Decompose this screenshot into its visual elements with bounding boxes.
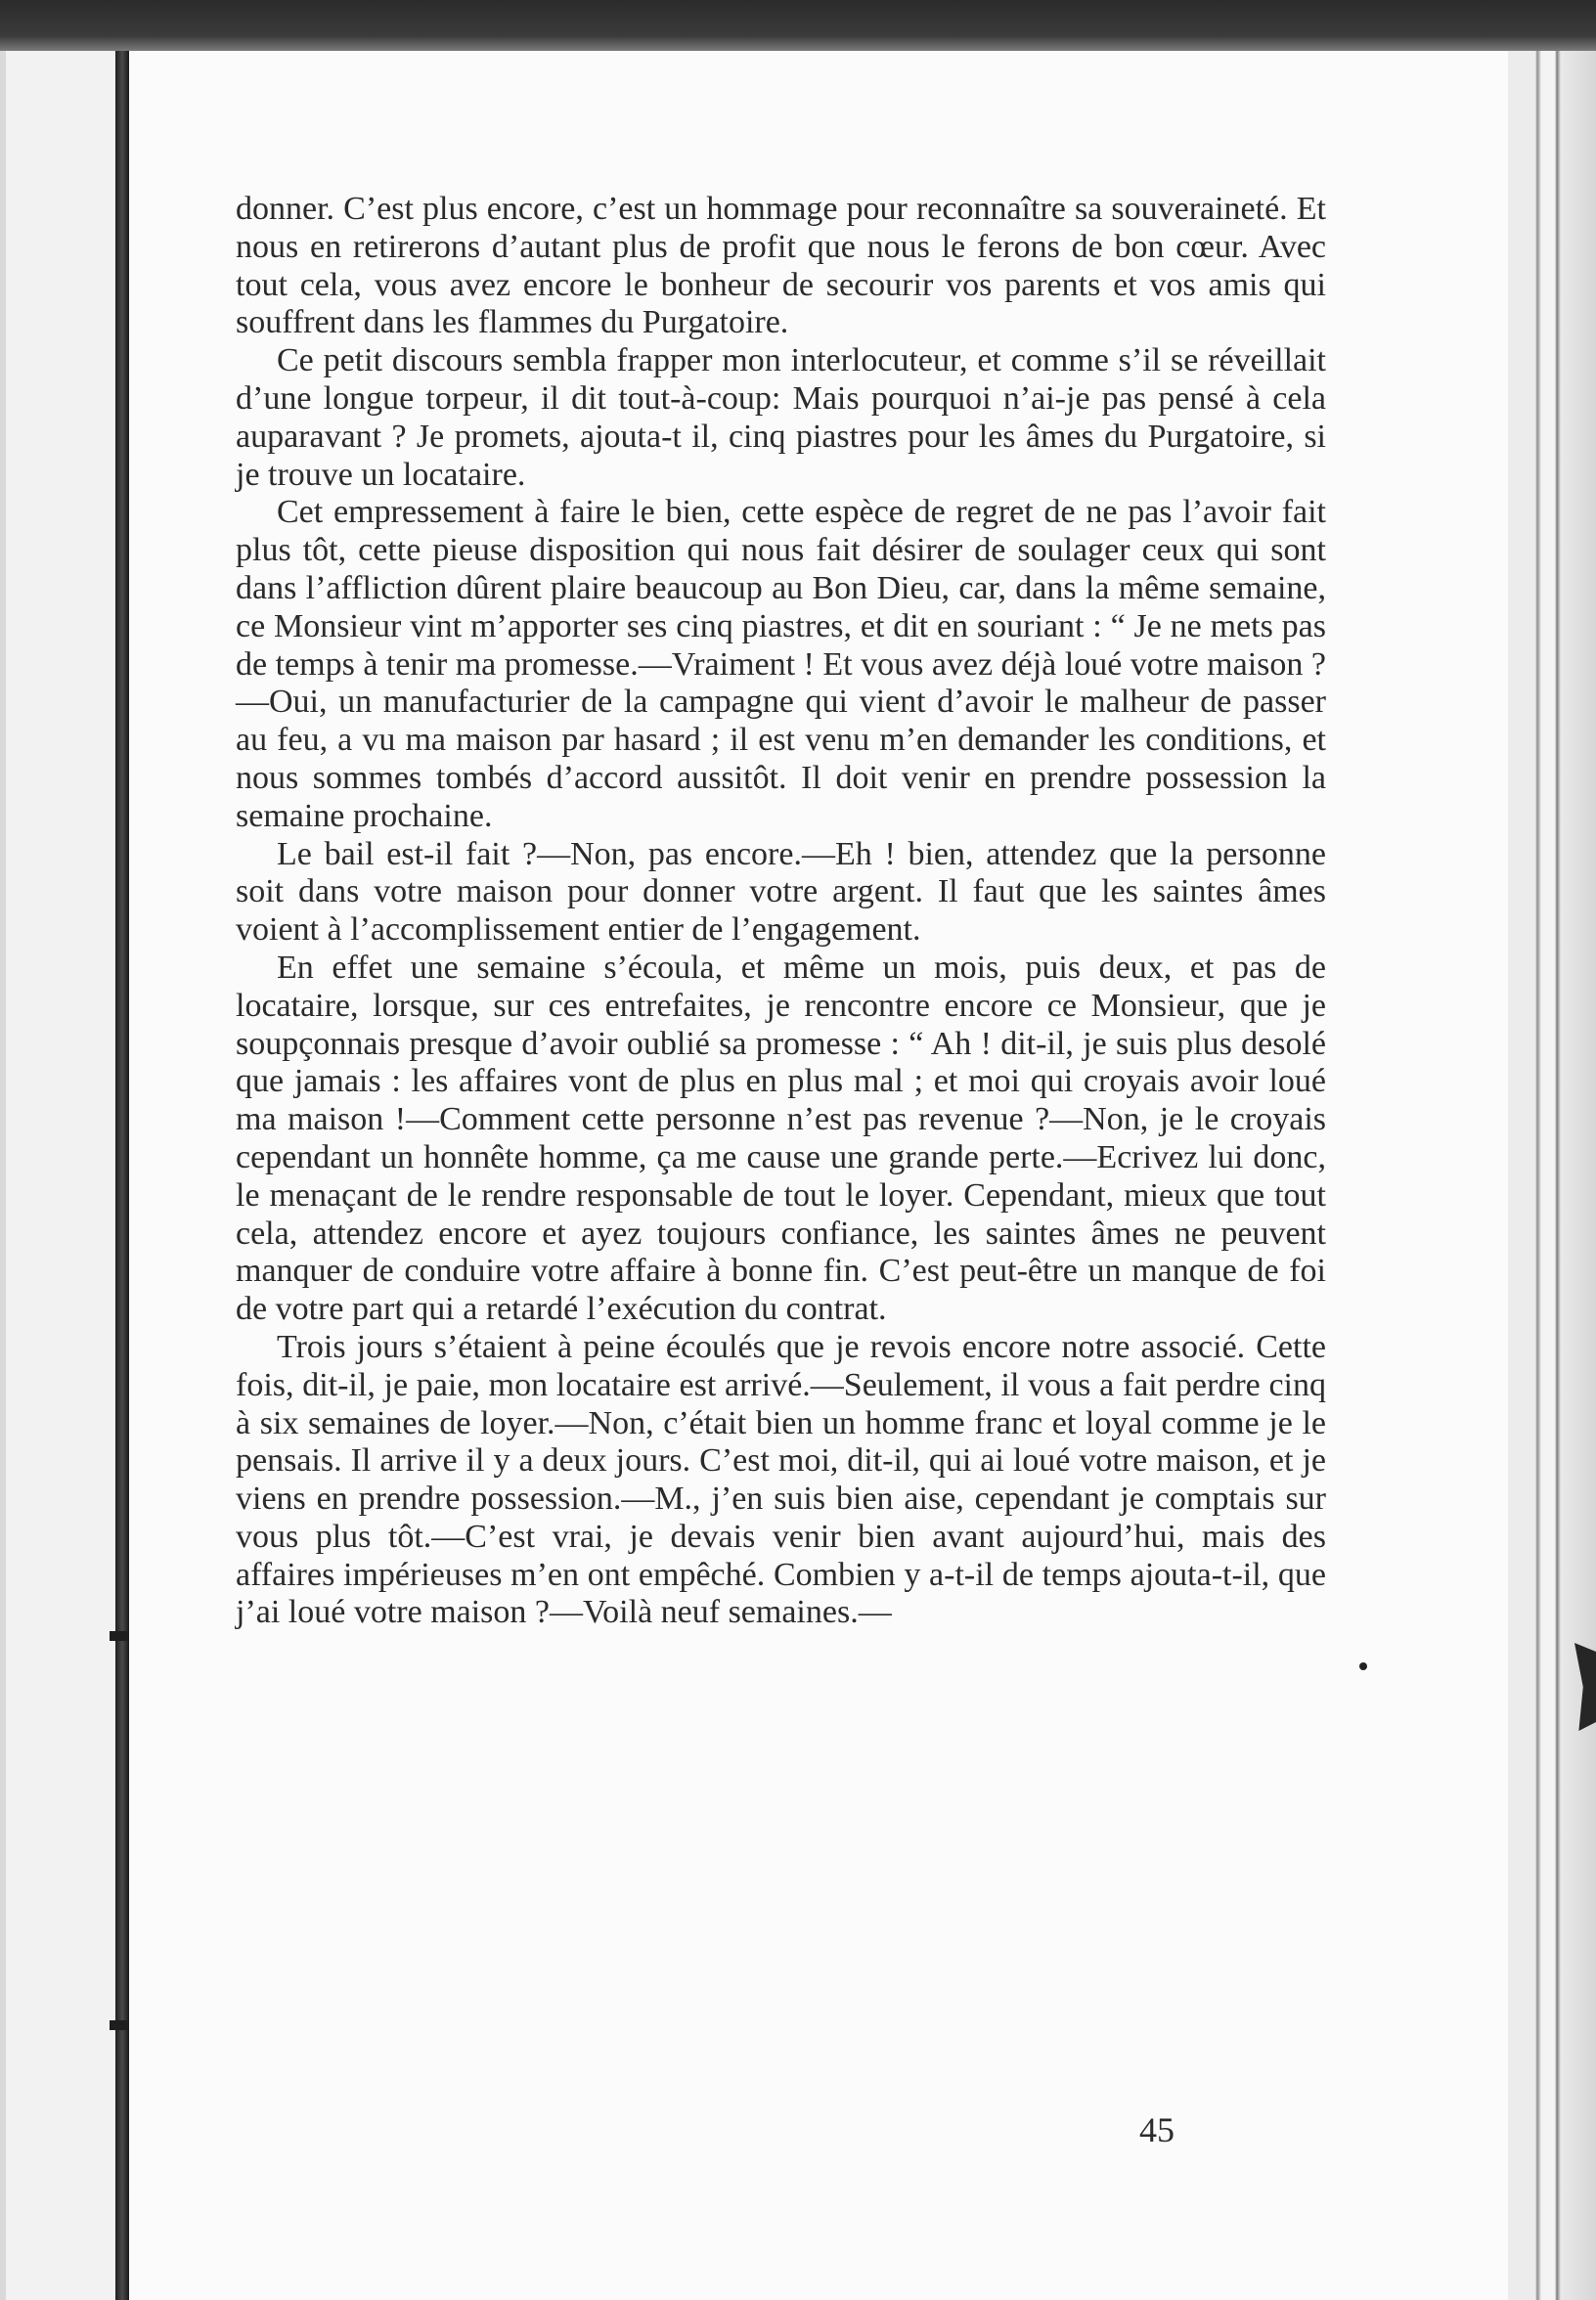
paragraph: Trois jours s’étaient à peine écoulés que je revois encore notre associé. Cette fois, dit-il, je paie, mon locataire est arrivé.—Seulement, il vous a fait perdre cinq à six semaines de loyer.—Non, c’était bien un homme franc et loyal comme je le pensais. Il arrive il y a deux jours. C’est moi, dit-il, qui ai loué votre maison, et je viens en prendre possession.—M., j’en suis bien aise, cependant je comptais sur vous plus tôt.—C’est vrai, je devais venir bien avant aujourd’hui, mais des affaires impérieuses m’en ont empêché. Combien y a-t-il de temps ajouta-t-il, que j’ai loué votre maison ?—Voilà neuf semaines.— (236, 1328, 1326, 1631)
paragraph: Ce petit discours sembla frapper mon interlocuteur, et comme s’il se réveillait d’une longue torpeur, il dit tout-à-coup: Mais pourquoi n’ai-je pas pensé à cela auparavant ? Je promets, ajouta-t il, cinq piastres pour les âmes du Purgatoire, si je trouve un locataire. (236, 342, 1326, 493)
ink-speck (1359, 1662, 1367, 1670)
paragraph: Le bail est-il fait ?—Non, pas encore.—Eh ! bien, attendez que la personne soit dans votre maison pour donner votre argent. Il faut que les saintes âmes voient à l’accomplissement entier de l’engagement. (236, 835, 1326, 949)
page-text (236, 191, 1326, 1632)
previous-page-margin (0, 51, 115, 2300)
paragraph: En effet une semaine s’écoula, et même un mois, puis deux, et pas de locataire, lorsque, sur ces entrefaites, je rencontre encore ce Monsieur, que je soupçonnais presque d’avoir oublié sa promesse : “ Ah ! dit-il, je suis plus desolé que jamais : les affaires vont de plus en plus mal ; et moi qui croyais avoir loué ma maison !—Comment cette personne n’est pas revenue ?—Non, je le croyais cependant un honnête homme, ça me cause une grande perte.—Ecrivez lui donc, le menaçant de le rendre responsable de tout le loyer. Cependant, mieux que tout cela, attendez encore et ayez toujours confiance, les saintes âmes ne peuvent manquer de conduire votre affaire à bonne fin. C’est peut-être un manque de foi de votre part qui a retardé l’exécution du contrat. (236, 949, 1326, 1328)
book-gutter (115, 51, 129, 2300)
page-number: 45 (1139, 2110, 1175, 2149)
scan-top-border (0, 0, 1596, 51)
previous-page-edge (0, 51, 6, 2300)
page-stack-edge (1508, 51, 1596, 2300)
paragraph: donner. C’est plus encore, c’est un hommage pour reconnaître sa souveraineté. Et nous en retirerons d’autant plus de profit que nous le ferons de bon cœur. Avec tout cela, vous avez encore le bonheur de secourir vos parents et vos amis qui souffrent dans les flammes du Purgatoire. (236, 191, 1326, 341)
paragraph: Cet empressement à faire le bien, cette espèce de regret de ne pas l’avoir fait plus tôt, cette pieuse disposition qui nous fait désirer de soulager ceux qui sont dans l’affliction dûrent plaire beaucoup au Bon Dieu, car, dans la même semaine, ce Monsieur vint m’apporter ses cinq piastres, et dit en souriant : “ Je ne mets pas de temps à tenir ma promesse.—Vraiment ! Et vous avez déjà loué votre maison ?—Oui, un manufacturier de la campagne qui vient d’avoir le malheur de passer au feu, a vu ma maison par hasard ; il est venu m’en demander les conditions, et nous sommes tombés d’accord aussitôt. Il doit venir en prendre possession la semaine prochaine. (236, 494, 1326, 834)
